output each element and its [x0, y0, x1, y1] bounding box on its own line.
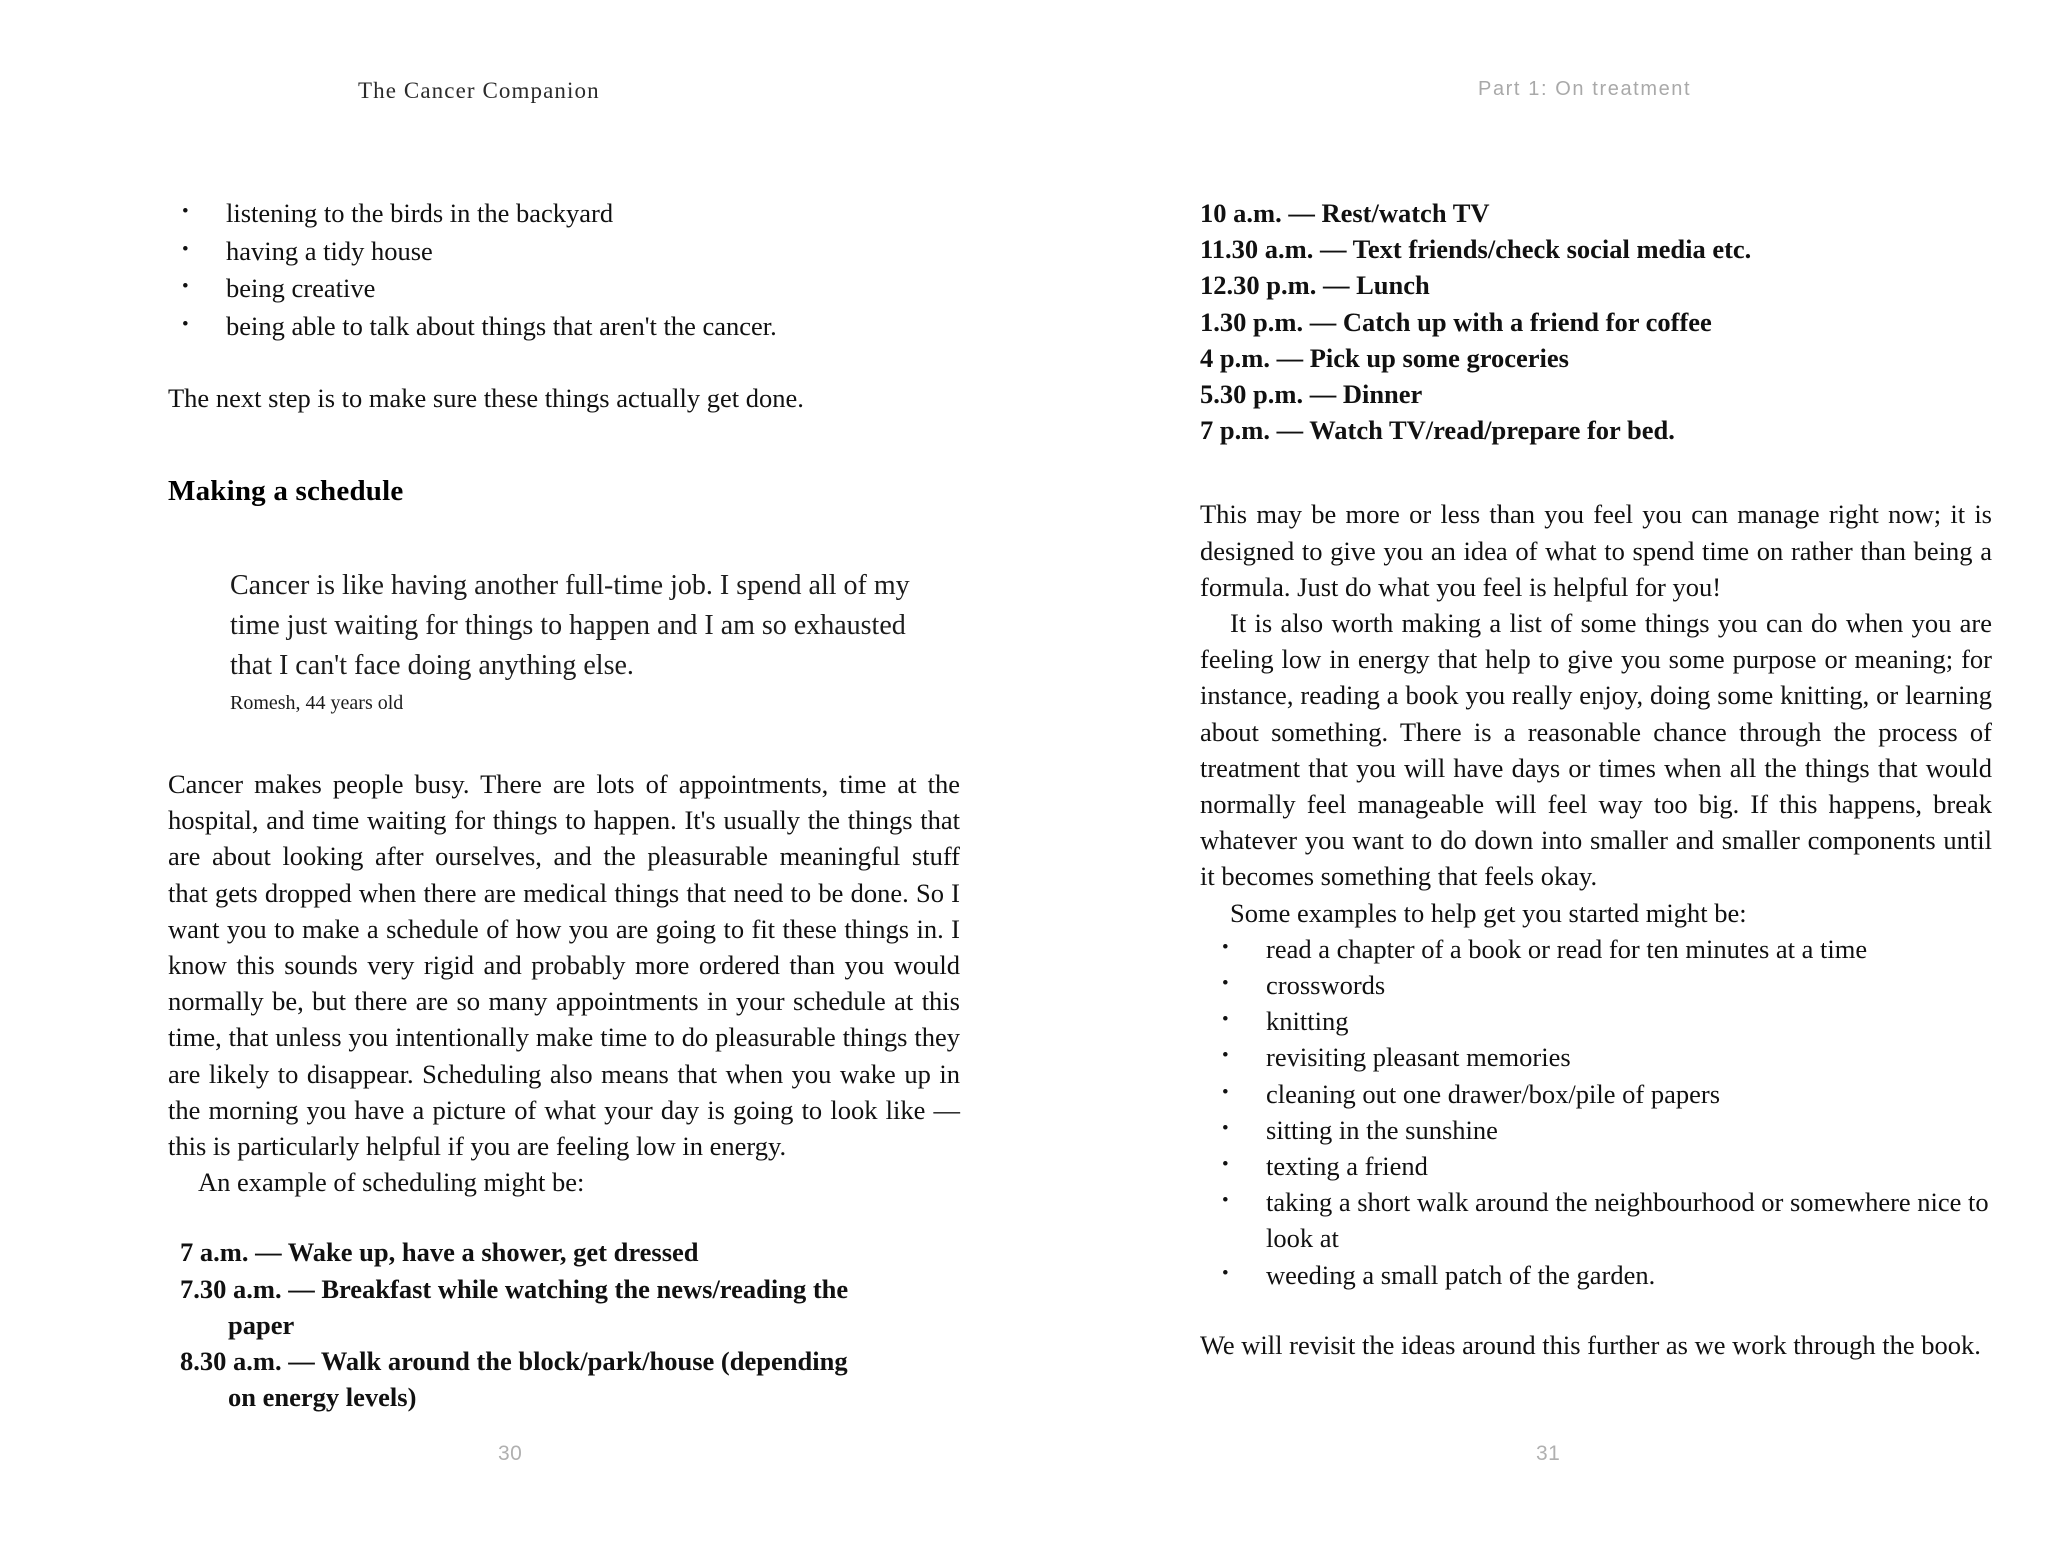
spacer — [168, 718, 960, 766]
schedule-list-left — [180, 1234, 870, 1415]
list-item-text: knitting — [1266, 1006, 1349, 1037]
list-item — [168, 233, 960, 269]
list-item-text: cleaning out one drawer/box/pile of papers — [1266, 1078, 1721, 1109]
schedule-item — [1200, 376, 1960, 412]
list-item-text: listening to the birds in the backyard — [226, 198, 614, 228]
pull-quote — [230, 566, 950, 718]
schedule-item — [1200, 195, 1960, 231]
list-item-text: having a tidy house — [226, 235, 433, 266]
list-item-text: weeding a small patch of the garden. — [1266, 1259, 1656, 1290]
column-right — [1200, 195, 2016, 1363]
list-item-text: revisiting pleasant memories — [1266, 1042, 1571, 1073]
schedule-item — [1200, 231, 1960, 267]
list-item-text: texting a friend — [1266, 1151, 1428, 1182]
schedule-item-text: 7.30 a.m. — Breakfast while watching the news/reading the paper — [180, 1273, 849, 1340]
section-heading-making-a-schedule: Making a schedule — [168, 475, 404, 508]
pull-quote-text: Cancer is like having another full-time job. I spend all of my time just waiting for things to happen and I am so exhausted that I can't face doing anything else. — [230, 570, 910, 682]
spacer — [168, 346, 960, 380]
pull-quote-attribution: Romesh, 44 years old — [230, 692, 404, 715]
schedule-item — [180, 1271, 870, 1343]
list-item — [1208, 1184, 2008, 1256]
paragraph-it-is-also-worth-making-a-list: It is also worth making a list of some things you can do when you are feeling low in energy that help to give you some purpose or meaning; for instance, reading a book you really enjoy, doing some knitting, or learning about something. There is a reasonable chance through the process of treatment that you will have days or times when all the things that would normally feel manageable will feel way too big. If this happens, break whatever you want to do down into smaller and smaller components until it becomes something that feels okay. — [1200, 608, 1992, 892]
lead-in-some-examples-to-help: Some examples to help get you started might be: — [1230, 897, 1747, 928]
schedule-item — [180, 1234, 870, 1270]
schedule-item — [1200, 340, 1960, 376]
examples-list — [1208, 931, 2008, 1293]
schedule-item — [1200, 412, 1960, 448]
spacer — [168, 416, 960, 474]
folio-right: 31 — [1536, 1442, 1561, 1465]
schedule-item — [1200, 267, 1960, 303]
list-item-text: being creative — [226, 273, 376, 304]
list-item-text: crosswords — [1266, 970, 1386, 1001]
running-head-verso: The Cancer Companion — [358, 78, 600, 103]
schedule-item-text: 12.30 p.m. — Lunch — [1200, 270, 1430, 301]
closing-paragraph: We will revisit the ideas around this further as we work through the book. — [1200, 1329, 1981, 1360]
schedule-item-text: 7 a.m. — Wake up, have a shower, get dressed — [180, 1237, 699, 1268]
list-item-text: taking a short walk around the neighbourhood or somewhere nice to look at — [1266, 1187, 1989, 1254]
lead-in-an-example-of-scheduling: An example of scheduling might be: — [198, 1167, 585, 1198]
schedule-item-text: 5.30 p.m. — Dinner — [1200, 379, 1423, 410]
list-item — [1208, 931, 2008, 967]
list-item — [1208, 1076, 2008, 1112]
schedule-item-text: 1.30 p.m. — Catch up with a friend for coffee — [1200, 306, 1712, 337]
after-list-paragraph: The next step is to make sure these things actually get done. — [168, 382, 804, 413]
list-item-text: being able to talk about things that aren't the cancer. — [226, 311, 777, 342]
spacer — [168, 508, 960, 566]
schedule-list-right — [1200, 195, 1960, 448]
spacer — [1224, 1293, 2016, 1327]
list-item — [1208, 1148, 2008, 1184]
list-item — [168, 270, 960, 306]
list-item — [1208, 967, 2008, 1003]
schedule-item-text: 4 p.m. — Pick up some groceries — [1200, 342, 1569, 373]
list-item — [1208, 1039, 2008, 1075]
paragraph-this-may-be-more-or-less: This may be more or less than you feel you can manage right now; it is designed to give you an idea of what to spend time on rather than being a formula. Just do what you feel is helpful for you! — [1200, 499, 1992, 602]
schedule-item — [1200, 304, 1960, 340]
spacer — [1224, 448, 2016, 496]
list-item-text: read a chapter of a book or read for ten minutes at a time — [1266, 933, 1868, 964]
list-item — [168, 308, 960, 344]
page-right — [1024, 0, 2048, 1542]
list-item — [1208, 1112, 2008, 1148]
running-head-recto: Part 1: On treatment — [1478, 78, 1692, 100]
schedule-item — [180, 1343, 870, 1415]
schedule-item-text: 11.30 a.m. — Text friends/check social media etc. — [1200, 234, 1752, 265]
spacer — [168, 1200, 960, 1234]
schedule-item-text: 7 p.m. — Watch TV/read/prepare for bed. — [1200, 415, 1675, 446]
body-paragraph-cancer-makes-people-busy: Cancer makes people busy. There are lots of appointments, time at the hospital, and time waiting for things to happen. It's usually the things that are about looking after ourselves, and the pleasurable meaningful stuff that gets dropped when there are medical things that need to be done. So I want you to make a schedule of how you are going to fit these things in. I know this sounds very rigid and probably more ordered than you would normally be, but there are so many appointments in your schedule at this time, that unless you intentionally make time to do pleasurable things they are likely to disappear. Scheduling also means that when you wake up in the morning you have a picture of what your day is going to look like — this is particularly helpful if you are feeling low in energy. — [168, 769, 960, 1162]
list-item — [168, 195, 960, 231]
column-left — [168, 195, 960, 1415]
list-item — [1208, 1003, 2008, 1039]
pleasure-list — [168, 195, 960, 344]
list-item — [1208, 1257, 2008, 1293]
folio-left: 30 — [498, 1442, 523, 1465]
list-item-text: sitting in the sunshine — [1266, 1114, 1498, 1145]
schedule-item-text: 10 a.m. — Rest/watch TV — [1200, 198, 1490, 228]
schedule-item-text: 8.30 a.m. — Walk around the block/park/house (depending on energy levels) — [180, 1346, 848, 1413]
